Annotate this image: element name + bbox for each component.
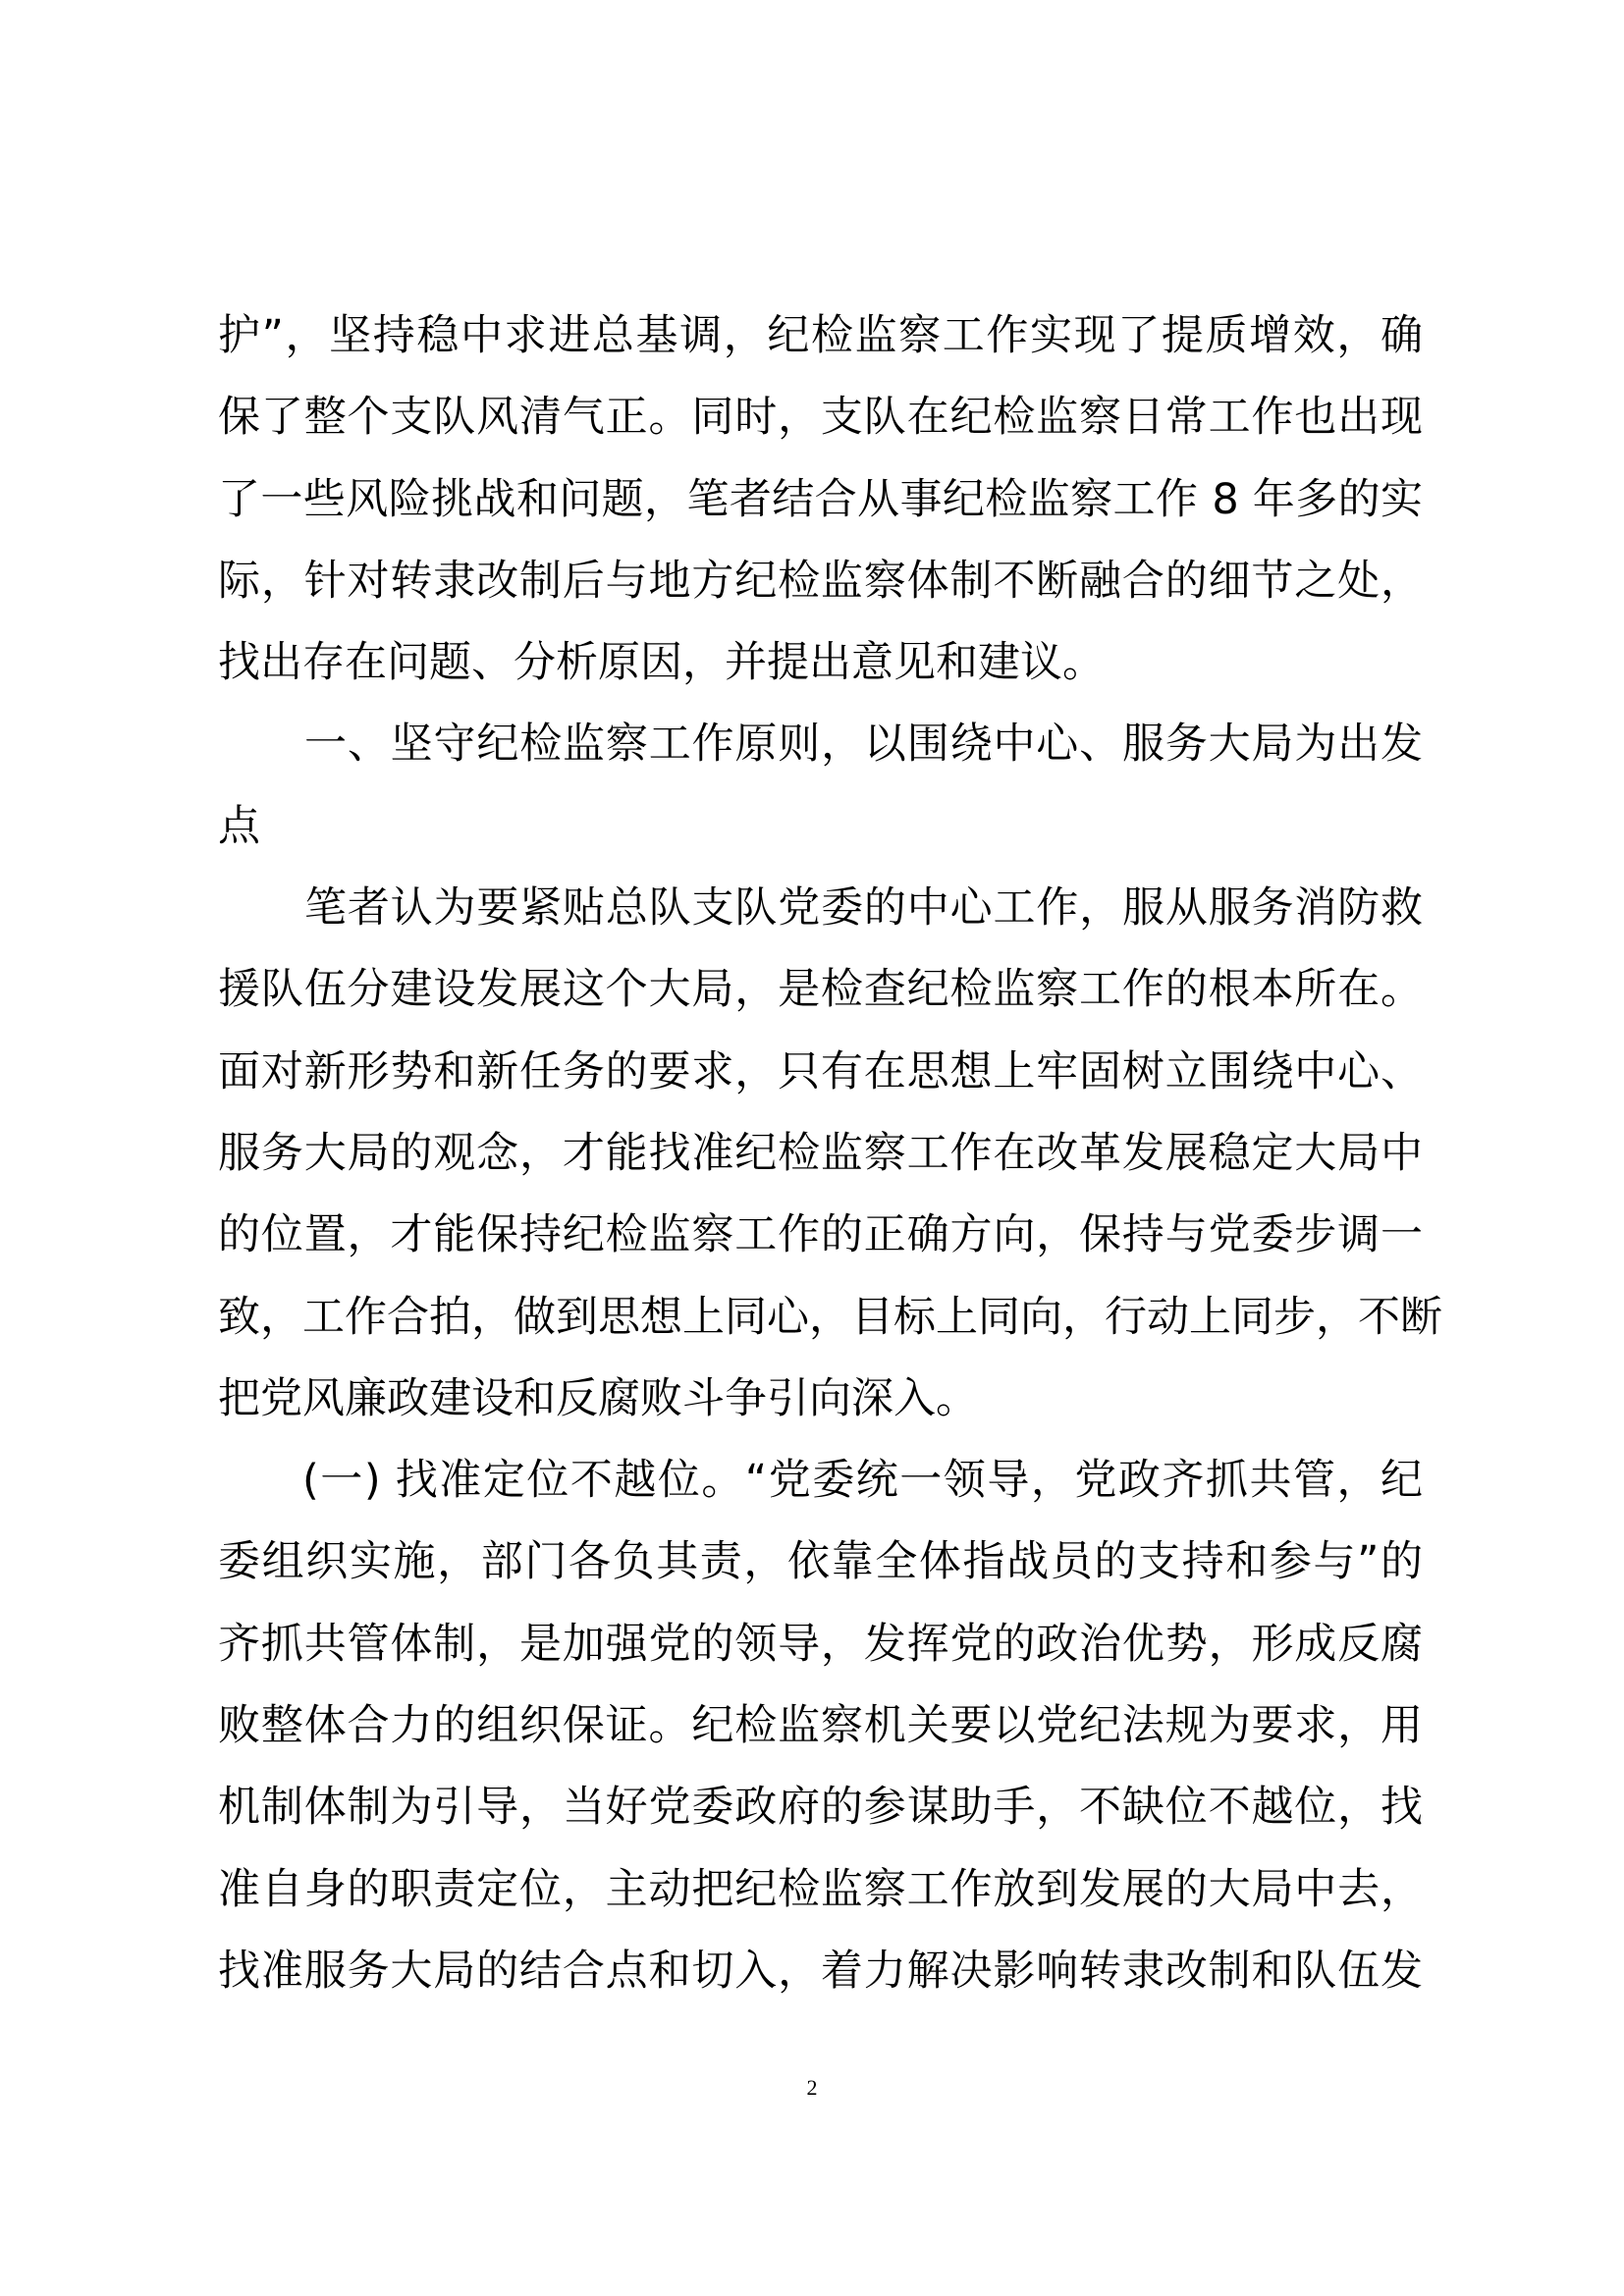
subsection-title-line: (一) 找准定位不越位。“党委统一领导，党政齐抓共管，纪 bbox=[302, 1456, 1423, 1506]
text-line: 际，针对转隶改制后与地方纪检监察体制不断融合的细节之处， bbox=[218, 556, 1423, 606]
text-line: 败整体合力的组织保证。纪检监察机关要以党纪法规为要求，用 bbox=[218, 1701, 1423, 1751]
text-line: 齐抓共管体制，是加强党的领导，发挥党的政治优势，形成反腐 bbox=[218, 1619, 1423, 1669]
text-line: 援队伍分建设发展这个大局，是检查纪检监察工作的根本所在。 bbox=[218, 965, 1423, 1015]
text-line: 了一些风险挑战和问题，笔者结合从事纪检监察工作 8 年多的实 bbox=[218, 474, 1423, 524]
page-number: 2 bbox=[806, 2075, 818, 2100]
text-line: 找出存在问题、分析原因，并提出意见和建议。 bbox=[218, 638, 1105, 688]
text-line: 准自身的职责定位，主动把纪检监察工作放到发展的大局中去， bbox=[218, 1864, 1423, 1914]
text-line: 委组织实施，部门各负其责，依靠全体指战员的支持和参与”的 bbox=[218, 1537, 1423, 1587]
text-line: 笔者认为要紧贴总队支队党委的中心工作，服从服务消防救 bbox=[304, 883, 1423, 934]
text-line: 护”，坚持稳中求进总基调，纪检监察工作实现了提质增效，确 bbox=[218, 311, 1423, 360]
text-line: 的位置，才能保持纪检监察工作的正确方向，保持与党委步调一 bbox=[218, 1210, 1423, 1260]
text-line: 致，工作合拍，做到思想上同心，目标上同向，行动上同步，不断 bbox=[218, 1292, 1442, 1342]
text-line: 保了整个支队风清气正。同时，支队在纪检监察日常工作也出现 bbox=[218, 393, 1423, 443]
text-line: 面对新形势和新任务的要求，只有在思想上牢固树立围绕中心、 bbox=[218, 1046, 1423, 1096]
text-line: 机制体制为引导，当好党委政府的参谋助手，不缺位不越位，找 bbox=[218, 1783, 1423, 1833]
text-line: 找准服务大局的结合点和切入，着力解决影响转隶改制和队伍发 bbox=[218, 1946, 1423, 1996]
paragraph-continuation bbox=[218, 295, 1423, 704]
heading-line: 一、坚守纪检监察工作原则，以围绕中心、服务大局为出发 bbox=[304, 720, 1423, 770]
subsection-paragraph bbox=[218, 1440, 1423, 2012]
section-heading bbox=[218, 704, 1423, 868]
text-line: 服务大局的观念，才能找准纪检监察工作在改革发展稳定大局中 bbox=[218, 1128, 1423, 1178]
paragraph-body bbox=[218, 868, 1442, 1440]
heading-line: 点 bbox=[218, 801, 260, 851]
document-body bbox=[218, 295, 1442, 2012]
text-line: 把党风廉政建设和反腐败斗争引向深入。 bbox=[218, 1373, 978, 1423]
